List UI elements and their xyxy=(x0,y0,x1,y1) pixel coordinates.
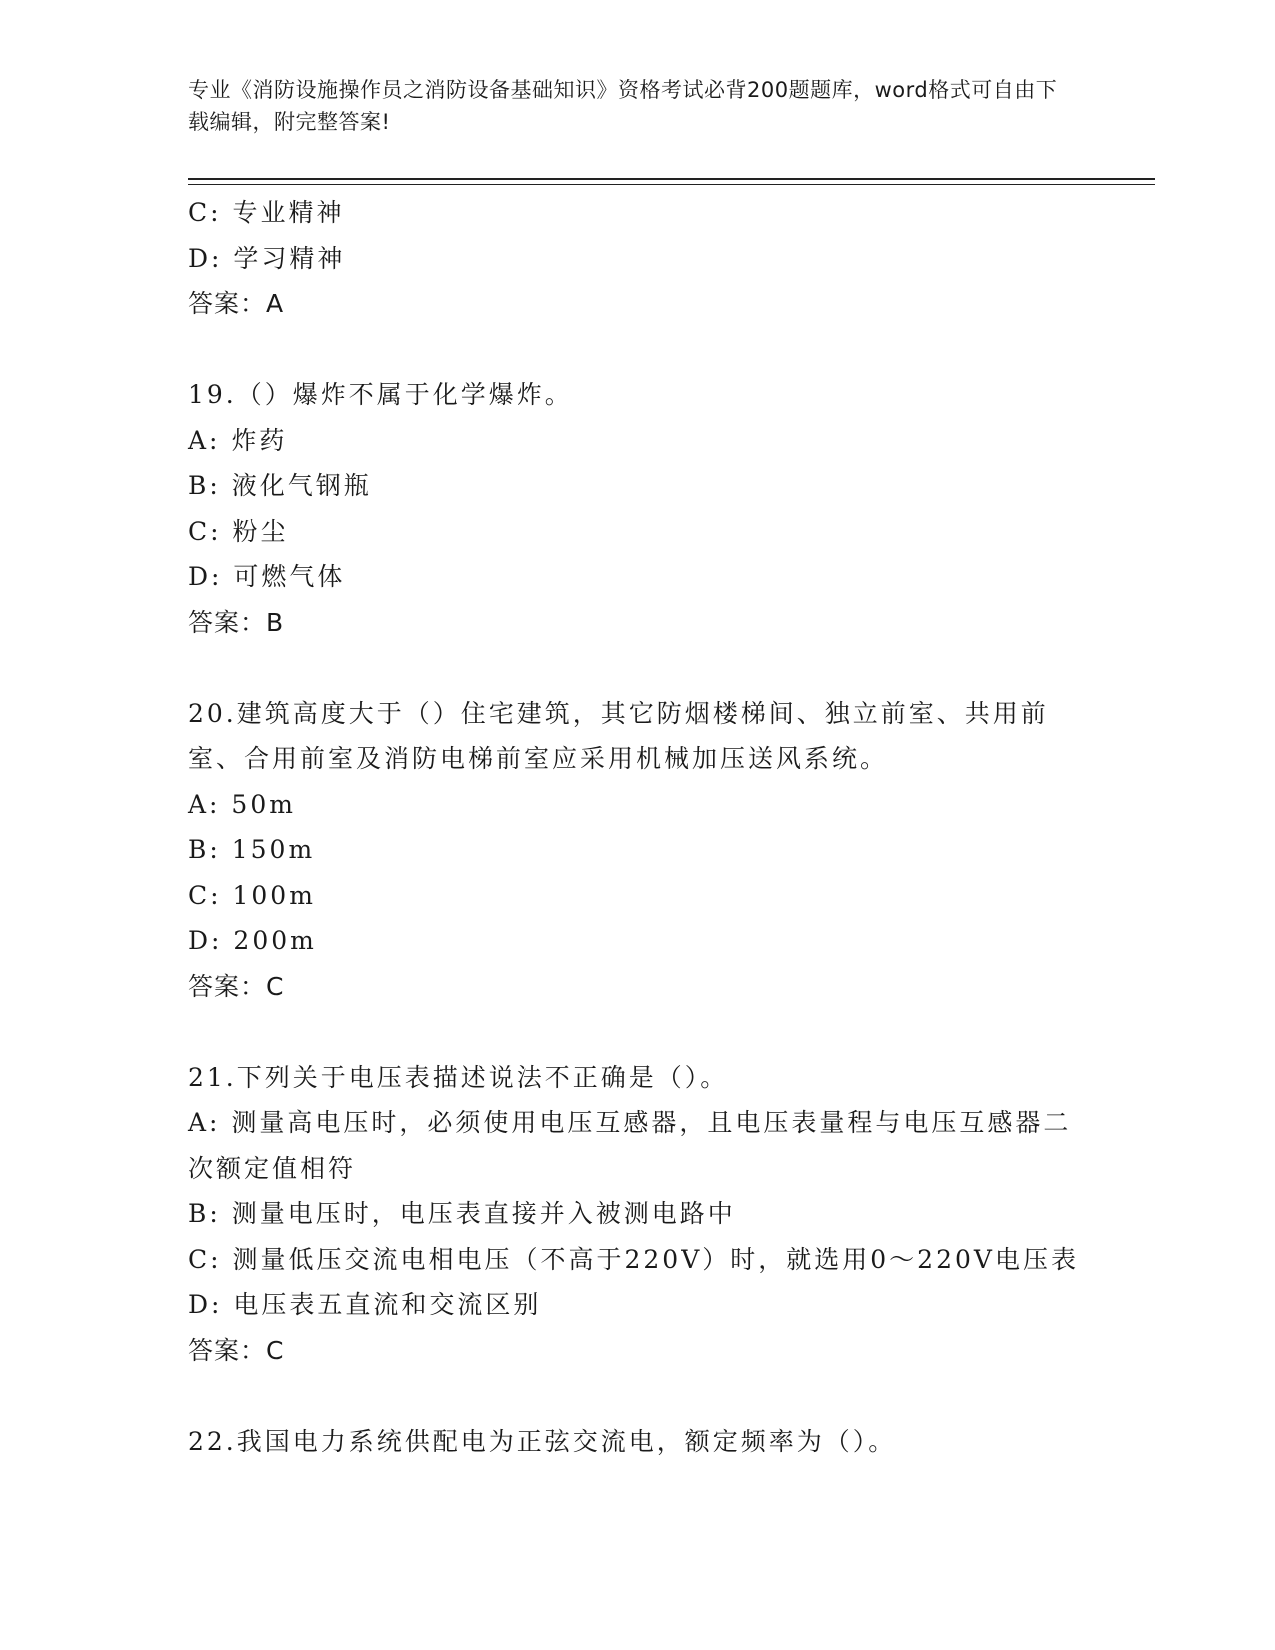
option-d: D: 学习精神 xyxy=(188,243,346,273)
option-d: D: 电压表五直流和交流区别 xyxy=(188,1290,542,1319)
option-c: C: 测量低压交流电相电压（不高于220V）时，就选用0～220V电压表 xyxy=(188,1244,1079,1274)
question-text: 22.我国电力系统供配电为正弦交流电，额定频率为（）。 xyxy=(188,1426,897,1456)
option-a: A: 测量高电压时，必须使用电压互感器，且电压表量程与电压互感器二次额定值相符 xyxy=(188,1108,1072,1183)
spacer xyxy=(188,645,1088,691)
option-b: B: 150m xyxy=(188,835,316,864)
option-b: B: 液化气钢瓶 xyxy=(188,471,372,500)
option-a: A: 50m xyxy=(188,789,296,819)
document-header: 专业《消防设施操作员之消防设备基础知识》资格考试必背200题题库，word格式可自由下载编辑，附完整答案! xyxy=(188,78,1058,134)
spacer xyxy=(188,1009,1088,1055)
question-text: 20.建筑高度大于（）住宅建筑，其它防烟楼梯间、独立前室、共用前室、合用前室及消防电梯前室应采用机械加压送风系统。 xyxy=(188,698,1049,773)
answer-line: 答案：B xyxy=(188,607,285,637)
answer-line: 答案：C xyxy=(188,1335,285,1365)
answer-line: 答案：A xyxy=(188,289,285,318)
answer-line: 答案：C xyxy=(188,971,285,1001)
option-d: D: 200m xyxy=(188,926,317,955)
option-d: D: 可燃气体 xyxy=(188,562,346,591)
spacer xyxy=(188,327,1088,373)
option-b: B: 测量电压时，电压表直接并入被测电路中 xyxy=(188,1199,736,1228)
option-c: C: 100m xyxy=(188,880,316,910)
header-divider xyxy=(188,178,1155,185)
spacer xyxy=(188,1373,1088,1419)
option-a: A: 炸药 xyxy=(188,425,288,455)
option-c: C: 专业精神 xyxy=(188,198,345,227)
question-text: 19.（）爆炸不属于化学爆炸。 xyxy=(188,380,573,409)
option-c: C: 粉尘 xyxy=(188,516,289,546)
question-text: 21.下列关于电压表描述说法不正确是（）。 xyxy=(188,1062,729,1092)
question-list xyxy=(188,190,1088,1464)
